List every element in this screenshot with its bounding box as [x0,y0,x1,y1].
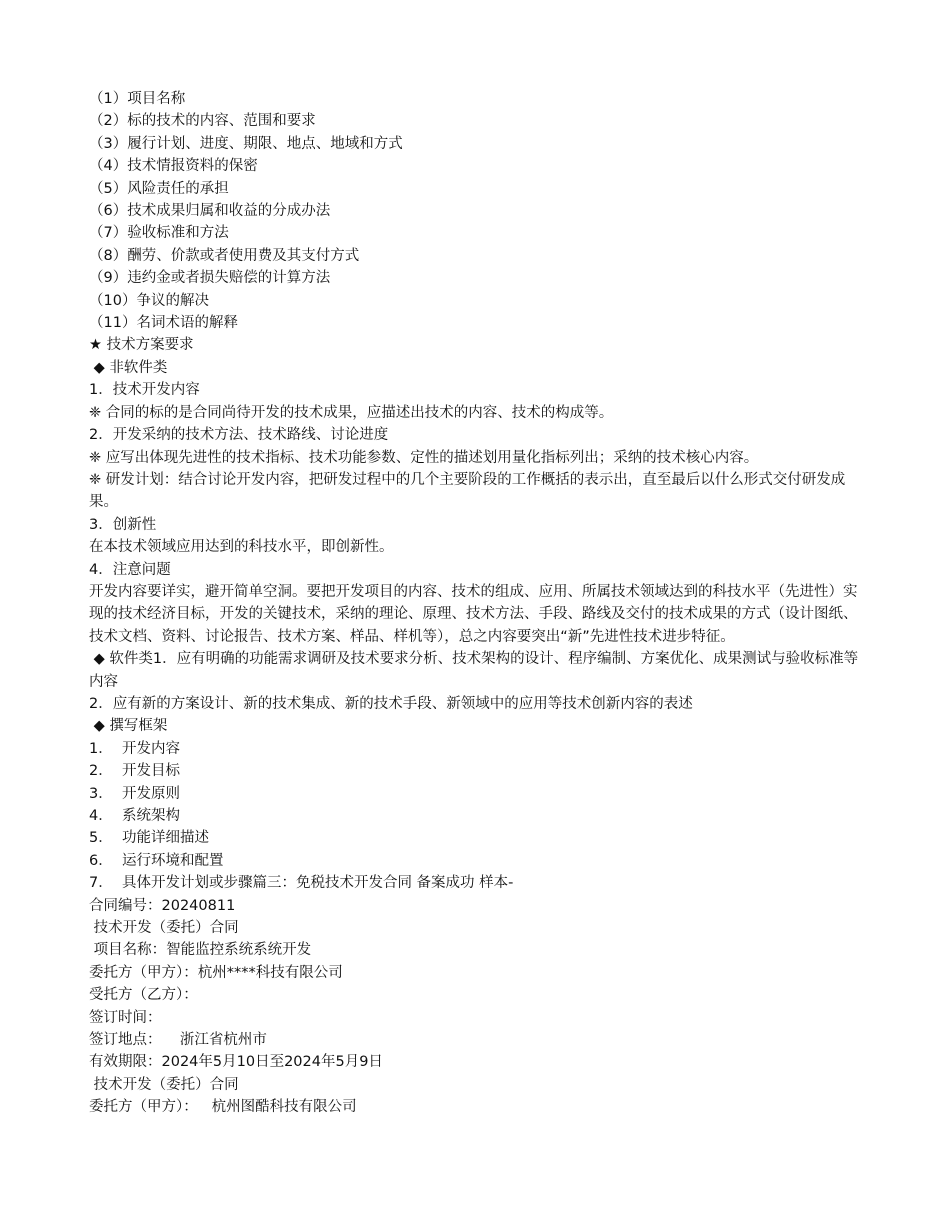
document-page [89,88,864,1119]
clause-item-8: （8）酬劳、价款或者使用费及其支付方式 [89,247,360,264]
clause-item-7: （7）验收标准和方法 [89,225,229,242]
clause-item-4: （4）技术情报资料的保密 [89,158,258,175]
clause-item-1: （1）项目名称 [89,91,186,107]
party-b: 受托方（乙方）： [89,987,198,1004]
software-item-2: 2．应有新的方案设计、新的技术集成、新的技术手段、新领域中的应用等技术创新内容的表述 [89,695,693,712]
signing-location: 签订地点： 浙江省杭州市 [89,1032,267,1049]
framework-item-4: 4． 系统架构 [89,808,180,824]
subheading-writing-framework: ◆ 撰写框架 [89,718,168,735]
contract-title-repeat: 技术开发（委托）合同 [89,1076,239,1093]
clause-item-6: （6）技术成果归属和收益的分成办法 [89,203,331,220]
item-dev-methods: 2．开发采纳的技术方法、技术路线、讨论进度 [89,427,389,444]
innovation-text: 在本技术领域应用达到的科技水平，即创新性。 [89,539,394,556]
clause-item-9: （9）违约金或者损失赔偿的计算方法 [89,270,331,287]
framework-item-2: 2． 开发目标 [89,763,180,780]
framework-item-1: 1． 开发内容 [89,740,180,757]
notes-paragraph: 开发内容要详实，避开简单空洞。要把开发项目的内容、技术的组成、应用、所属技术领域达到的科技水平（先进性）实现的技术经济目标，开发的关键技术，采纳的理论、原理、技术方法、手段、路线及交付的技术成果的方式（设计图纸、技术文档、资料、讨论报告、技术方案、样品、样机等），总之内容要突出“新”先进性技术进步特征。 [89,583,858,645]
item-notes: 4．注意问题 [89,561,171,578]
validity-period: 有效期限：2024年5月10日至2024年5月9日 [89,1054,383,1071]
framework-item-7: 7． 具体开发计划或步骤篇三：免税技术开发合同 备案成功 样本- [89,875,514,892]
item-dev-content: 1．技术开发内容 [89,382,200,399]
party-a: 委托方（甲方）：杭州****科技有限公司 [89,964,343,981]
clause-item-2: （2）标的技术的内容、范围和要求 [89,113,316,130]
framework-item-6: 6． 运行环境和配置 [89,852,224,869]
party-a-repeat: 委托方（甲方）： 杭州图酷科技有限公司 [89,1099,357,1116]
clause-item-3: （3）履行计划、进度、期限、地点、地域和方式 [89,135,403,152]
signing-time: 签订时间： [89,1009,162,1026]
subheading-software: ◆ 软件类1．应有明确的功能需求调研及技术要求分析、技术架构的设计、程序编制、方案优化、成果测试与验收标准等内容 [89,651,859,690]
framework-item-3: 3． 开发原则 [89,785,180,802]
bullet-advanced-indicators: ❈ 应写出体现先进性的技术指标、技术功能参数、定性的描述划用量化指标列出；采纳的技术核心内容。 [89,449,759,466]
project-name: 项目名称：智能监控系统系统开发 [89,942,312,959]
bullet-contract-target: ❈ 合同的标的是合同尚待开发的技术成果，应描述出技术的内容、技术的构成等。 [89,404,614,421]
subheading-non-software: ◆ 非软件类 [89,359,168,376]
contract-number: 合同编号：20240811 [89,897,236,914]
clause-item-11: （11）名词术语的解释 [89,315,238,332]
framework-item-5: 5． 功能详细描述 [89,830,209,847]
section-heading-tech-plan: ★ 技术方案要求 [89,337,194,354]
clause-item-5: （5）风险责任的承担 [89,180,229,197]
bullet-rd-plan: ❈ 研发计划：结合讨论开发内容，把研发过程中的几个主要阶段的工作概括的表示出，直至最后以什么形式交付研发成果。 [89,471,846,511]
contract-title: 技术开发（委托）合同 [89,920,239,937]
item-innovation: 3．创新性 [89,516,157,533]
clause-item-10: （10）争议的解决 [89,292,209,309]
